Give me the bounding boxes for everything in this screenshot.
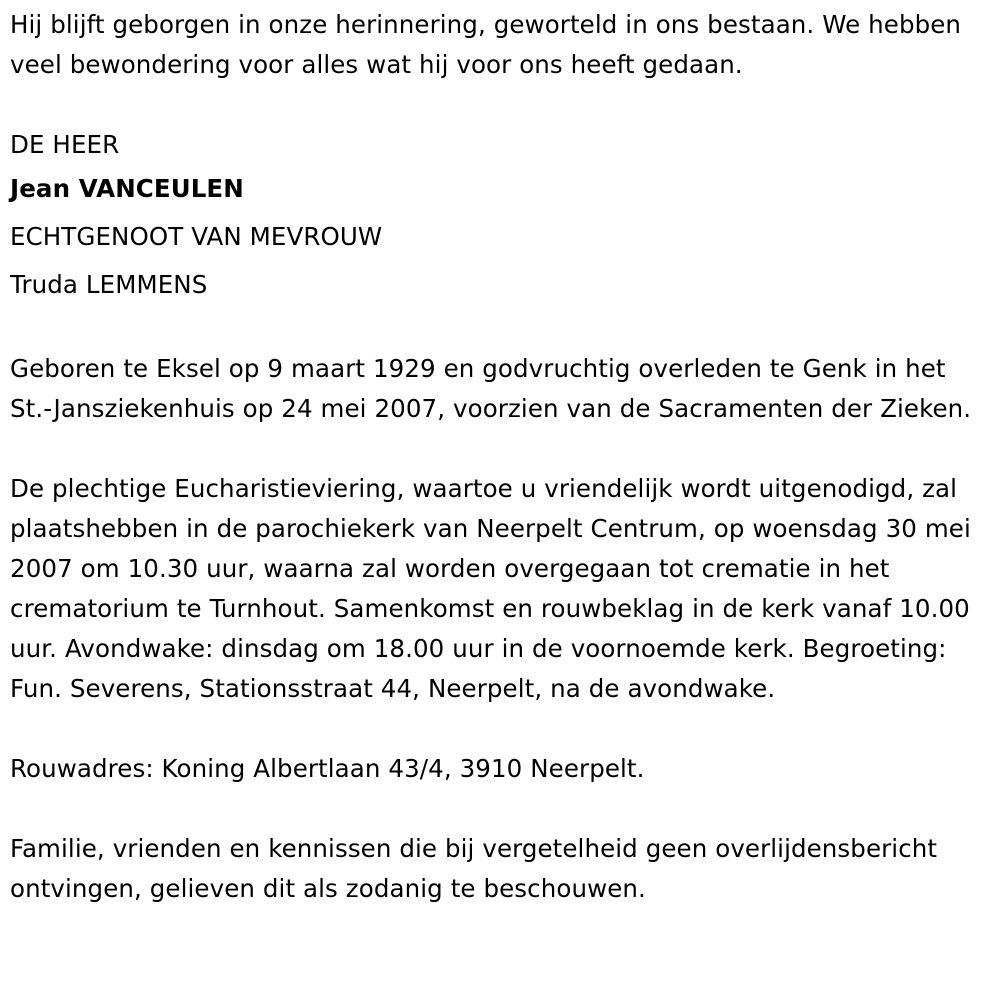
honorific-title: DE HEER xyxy=(10,130,120,159)
address-paragraph: Rouwadres: Koning Albertlaan 43/4, 3910 Neerpelt. xyxy=(10,754,645,783)
birth-death-paragraph: Geboren te Eksel op 9 maart 1929 en godvruchtig overleden te Genk in het St.-Jansziekenhuis op 24 mei 2007, voorzien van de Sacramenten der Zieken. xyxy=(10,354,972,423)
obituary-document xyxy=(10,5,995,909)
deceased-name-block xyxy=(10,125,995,309)
relation-label: ECHTGENOOT VAN MEVROUW xyxy=(10,222,383,251)
deceased-name: Jean VANCEULEN xyxy=(10,174,244,203)
ceremony-paragraph: De plechtige Eucharistieviering, waartoe u vriendelijk wordt uitgenodigd, zal plaatshebben in de parochiekerk van Neerpelt Centrum, op woensdag 30 mei 2007 om 10.30 uur, waarna zal worden overgegaan tot crematie in het crematorium te Turnhout. Samenkomst en rouwbeklag in de kerk vanaf 10.00 uur. Avondwake: dinsdag om 18.00 uur in de voornoemde kerk. Begroeting: Fun. Severens, Stationsstraat 44, Neerpelt, na de avondwake. xyxy=(10,474,971,703)
spouse-name: Truda LEMMENS xyxy=(10,270,208,299)
closing-paragraph: Familie, vrienden en kennissen die bij vergetelheid geen overlijdensbericht ontvingen, gelieven dit als zodanig te beschouwen. xyxy=(10,834,938,903)
intro-paragraph: Hij blijft geborgen in onze herinnering, geworteld in ons bestaan. We hebben veel bewondering voor alles wat hij voor ons heeft gedaan. xyxy=(10,10,962,79)
